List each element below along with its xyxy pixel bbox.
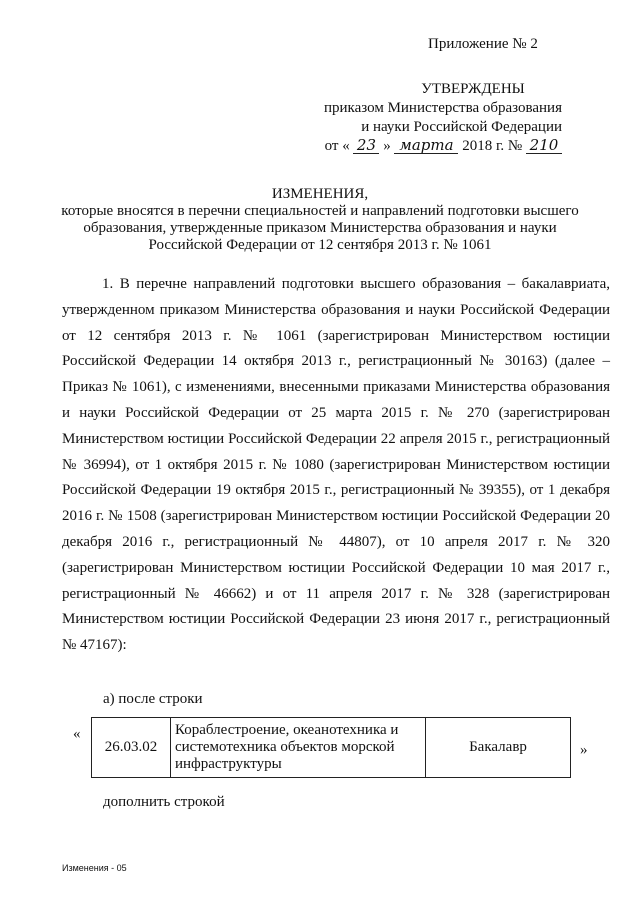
qualification-level: Бакалавр [426,718,571,778]
title-line-3: Российской Федерации от 12 сентября 2013 г. № 1061 [148,237,492,253]
body-paragraph [62,272,610,659]
document-title [0,186,640,254]
specialty-code: 26.03.02 [92,718,171,778]
handwritten-order-number: 210 [526,138,562,154]
title-heading: ИЗМЕНЕНИЯ, [271,186,369,202]
quote-close: » [580,742,588,758]
date-year: 2018 г. № [462,138,523,154]
quote-open: « [73,726,81,742]
table-row [92,718,571,778]
approval-line-2: и науки Российской Федерации [361,119,562,135]
specialty-table [91,717,571,778]
footer-label: Изменения - 05 [62,863,127,873]
approval-date-line [324,137,562,156]
approval-line-1: приказом Министерства образования [324,100,562,116]
appendix-number: Приложение № 2 [428,36,538,52]
subitem-a: а) после строки [103,691,203,707]
supplement-line: дополнить строкой [103,794,225,810]
specialty-name: Кораблестроение, океанотехника и системотехника объектов морской инфраструктуры [171,718,426,778]
date-prefix: от « [324,138,350,154]
approved-heading: УТВЕРЖДЕНЫ [421,81,525,97]
paragraph-text: 1. В перечне направлений подготовки высшего образования – бакалавриата, утвержденном приказом Министерства образования и науки Российской Федерации от 12 сентября 2013 г. № 1061 (зарегистрирован Министерством юстиции Российской Федерации 14 октября 2013 г., регистрационный № 30163) (далее – Приказ № 1061), с изменениями, внесенными приказами Министерства образования и науки Российской Федерации от 25 марта 2015 г. № 270 (зарегистрирован Министерством юстиции Российской Федерации 22 апреля 2015 г., регистрационный № 36994), от 1 октября 2015 г. № 1080 (зарегистрирован Министерством юстиции Российской Федерации 19 октября 2015 г., регистрационный № 39355), от 1 декабря 2016 г. № 1508 (зарегистрирован Министерством юстиции Российской Федерации 20 декабря 2016 г., регистрационный № 44807), от 10 апреля 2017 г. № 320 (зарегистрирован Министерством юстиции Российской Федерации 10 мая 2017 г., регистрационный № 46662) и от 11 апреля 2017 г. № 328 (зарегистрирован Министерством юстиции Российской Федерации 23 июня 2017 г., регистрационный № 47167): [62,276,610,654]
date-mid: » [383,138,391,154]
handwritten-day: 23 [353,138,379,154]
title-line-2: образования, утвержденные приказом Министерства образования и науки [83,220,557,236]
approval-block [324,80,562,156]
handwritten-month: марта [394,138,458,154]
title-line-1: которые вносятся в перечни специальностей и направлений подготовки высшего [61,203,579,219]
